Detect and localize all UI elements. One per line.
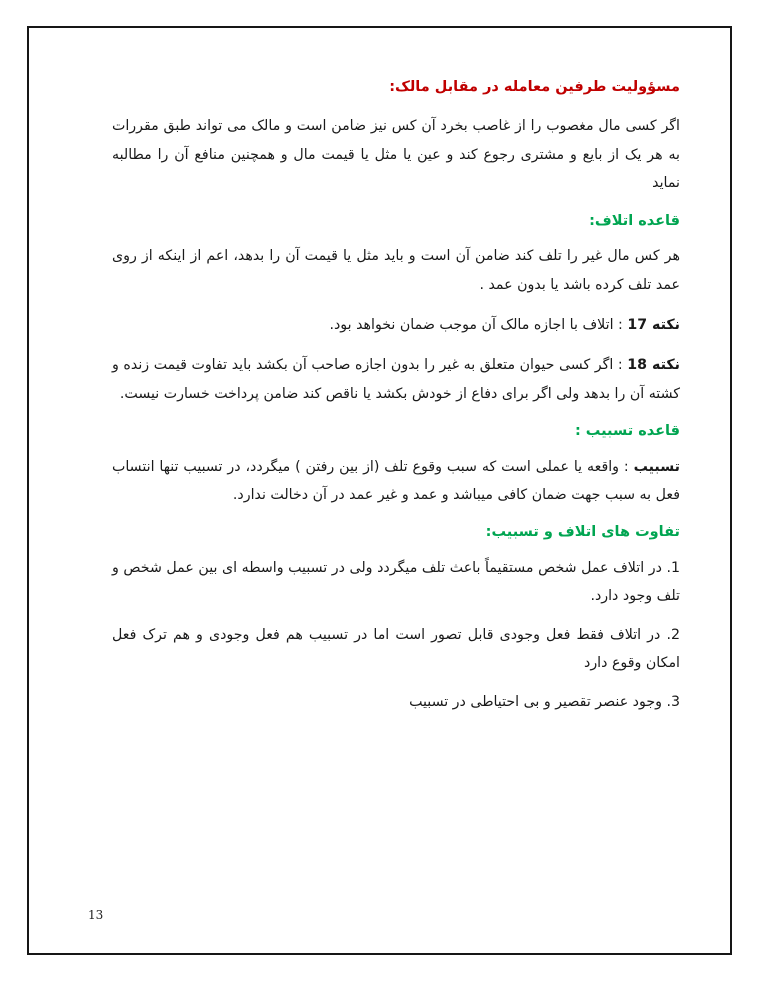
tasbib-term-label: تسبیب (633, 458, 680, 475)
section-heading-differences: تفاوت های اتلاف و تسبیب: (485, 524, 680, 541)
note-18-label: نکته 18 (627, 357, 680, 374)
note-17-text: : اتلاف با اجازه مالک آن موجب ضمان نخواهد بود. (329, 316, 628, 333)
note-18 (112, 351, 680, 408)
difference-item-1: 1. در اتلاف عمل شخص مستقیماً باعث تلف میگردد ولی در تسبیب واسطه ای بین عمل شخص و تلف وجود دارد. (112, 559, 680, 605)
tasbib-definition-text: : واقعه یا عملی است که سبب وقوع تلف (از بین رفتن ) میگردد، در تسبیب تنها انتساب فعل به سبب جهت ضمان کافی میباشد و عمد و غیر عمد در آن دخالت ندارد. (112, 458, 680, 504)
note-18-text: : اگر کسی حیوان متعلق به غیر را بدون اجازه صاحب آن بکشد باید تفاوت قیمت زنده و کشته آن را بدهد ولی اگر برای دفاع از خودش بکشد یا ناقص کند ضامن پرداخت خسارت نیست. (112, 357, 680, 402)
difference-item-3: 3. وجود عنصر تقصیر و بی احتیاطی در تسبیب (409, 693, 680, 710)
difference-item-2: 2. در اتلاف فقط فعل وجودی قابل تصور است اما در تسبیب هم فعل وجودی و هم ترک فعل امکان وقوع دارد (112, 626, 680, 672)
paragraph-etlaf-body: هر کس مال غیر را تلف کند ضامن آن است و باید مثل یا قیمت آن را بدهد، اعم از اینکه از روی عمد تلف کرده باشد یا بدون عمد . (112, 248, 680, 293)
section-heading-etlaf: قاعده اتلاف: (589, 212, 680, 229)
note-17 (112, 311, 680, 339)
note-17-label: نکته 17 (627, 316, 680, 333)
page-number-footer: 13 (88, 908, 104, 922)
document-content (112, 76, 680, 726)
paragraph-tasbib-definition (112, 453, 680, 510)
section-heading-tasbib: قاعده تسبیب : (574, 423, 680, 440)
paragraph-responsibility-body: اگر کسی مال مغصوب را از غاصب بخرد آن کس نیز ضامن است و مالک می تواند طبق مقررات به هر یک از بایع و مشتری رجوع کند و عین یا مثل یا قیمت مال و همچنین منافع آن را مطالبه نماید (112, 118, 680, 192)
section-title-responsibility: مسؤولیت طرفین معامله در مقابل مالک: (389, 79, 680, 95)
